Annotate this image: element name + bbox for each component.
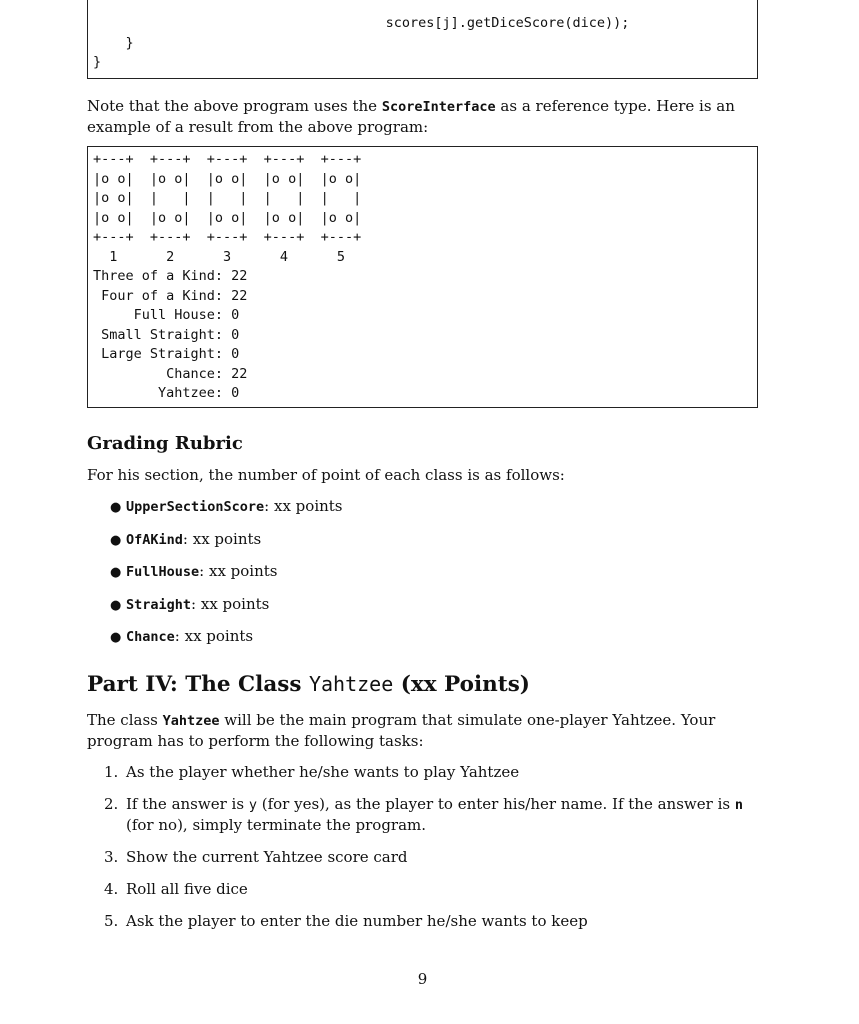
- task-text: Show the current Yahtzee score card: [126, 848, 408, 866]
- task-code: n: [734, 797, 743, 813]
- code-listing-box: [87, 0, 758, 79]
- task-item: [104, 847, 759, 867]
- bullet-icon: ●: [110, 565, 122, 580]
- task-number: 4.: [104, 880, 119, 898]
- rubric-item-text: : xx points: [182, 529, 262, 548]
- rubric-list: [110, 496, 343, 659]
- task-text-part: (for yes), as the player to enter his/her name. If the answer is: [256, 795, 735, 813]
- rubric-item-text: : xx points: [199, 562, 278, 580]
- code-listing: scores[j].getDiceScore(dice)); } }: [93, 15, 630, 70]
- rubric-item: [110, 529, 343, 562]
- rubric-item-text: : xx points: [191, 594, 270, 613]
- rubric-item-code: OfAKind: [126, 531, 183, 548]
- task-text: As the player whether he/she wants to play Yahtzee: [126, 763, 520, 781]
- task-item: [104, 911, 759, 931]
- bullet-icon: ●: [110, 630, 122, 645]
- part4-intro-code: Yahtzee: [162, 713, 220, 729]
- intro-text-2: as a reference type. Here is an example of a result from the above program:: [87, 97, 735, 136]
- intro-code: ScoreInterface: [381, 99, 496, 115]
- intro-text-1: Note that the above program uses the: [87, 97, 382, 115]
- output-box: [87, 146, 758, 408]
- task-code: y: [248, 797, 257, 813]
- part4-intro-text-1: The class: [87, 711, 163, 729]
- rubric-item: [110, 594, 343, 627]
- task-item: [104, 879, 759, 899]
- part4-heading-text: Part IV: The Class: [87, 672, 309, 697]
- rubric-item-text: : xx points: [174, 627, 254, 645]
- rubric-item-code: UpperSectionScore: [126, 499, 265, 515]
- rubric-item: [110, 626, 343, 659]
- part4-intro-text-2: will be the main program that simulate one-player Yahtzee. Your program has to perform the following tasks:: [87, 711, 716, 750]
- task-number: 5.: [104, 912, 119, 930]
- rubric-intro: For his section, the number of point of each class is as follows:: [87, 466, 565, 484]
- task-number: 2.: [104, 795, 119, 813]
- bullet-icon: ●: [110, 532, 122, 548]
- task-number: 3.: [104, 848, 119, 866]
- part4-heading-points: (xx Points): [393, 672, 530, 697]
- rubric-item: [110, 496, 343, 529]
- task-text-part: If the answer is: [126, 795, 249, 813]
- task-number: 1.: [104, 763, 119, 781]
- task-text: [126, 794, 759, 835]
- part4-intro: [87, 710, 759, 751]
- task-list: [104, 762, 759, 943]
- rubric-item-code: FullHouse: [126, 564, 200, 580]
- rubric-item-text: : xx points: [264, 497, 343, 515]
- task-item: [104, 794, 759, 835]
- bullet-icon: ●: [110, 500, 122, 515]
- rubric-item-code: Chance: [126, 629, 175, 645]
- bullet-icon: ●: [110, 597, 122, 613]
- rubric-item: [110, 561, 343, 594]
- rubric-heading: Grading Rubric: [87, 433, 243, 454]
- page-number: 9: [417, 970, 428, 988]
- task-text-part: (for no), simply terminate the program.: [126, 816, 427, 834]
- output-listing: +---+ +---+ +---+ +---+ +---+ |o o| |o o| |o o| |o o| |o o| |o o| | | | | | | | | |o o| |o o| |o o| |o o| |o o| +---+ +---+ +---+ +---+ +---+ 1 2 3 4 5 Three of a Kind: 22 Four of a Kind: 22 Full House: 0 Small Straight: 0 Large Straight: 0 Chance: 22 Yahtzee: 0: [93, 151, 362, 401]
- intro-paragraph: [87, 96, 759, 137]
- task-item: [104, 762, 759, 782]
- task-text: Ask the player to enter the die number he/she wants to keep: [126, 912, 588, 930]
- rubric-item-code: Straight: [126, 596, 192, 613]
- part4-heading: [87, 672, 530, 697]
- task-text: Roll all five dice: [126, 880, 248, 898]
- part4-heading-code: Yahtzee: [308, 672, 394, 696]
